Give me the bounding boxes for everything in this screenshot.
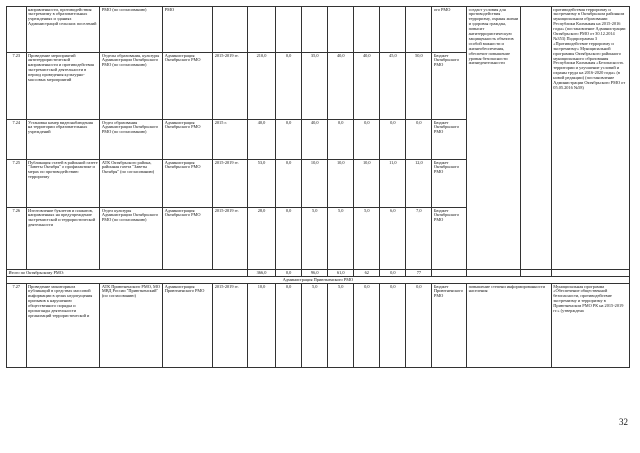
value-total: 10,0 [247,284,275,368]
row-executor: Отдел культуры Администрации Октябрьского РМО (по согласованию) [100,208,163,270]
value-2015: 5,0 [302,208,328,270]
value-2017: 10,0 [354,160,380,208]
row-number: 7.26 [7,208,27,270]
row-coexecutor: Администрация Октябрьского РМО [163,160,213,208]
value-2015: 40,0 [302,120,328,160]
value-2016: 40,0 [328,53,354,120]
row-period: 2015-2019 гг. [213,284,248,368]
value-2018: 6,0 [380,208,406,270]
row-executor: РМО (по согласованию) [100,7,163,53]
value-total: 28,0 [247,208,275,270]
total-row [7,270,630,277]
total-value: 62 [354,270,380,277]
value-2018: 0,0 [380,284,406,368]
row-period: 2015-2019 гг. [213,208,248,270]
row-name: направленности, противодействия экстремизму в образовательных учреждениях и зданиях Администраций сельских поселений [26,7,100,53]
value-2016: 5,0 [328,284,354,368]
row-name: Изготовление буклетов и плакатов, направленных на предупреждение экстремистской и террористической деятельности [26,208,100,270]
row-executor: Отдел образования Администрации Октябрьского РМО (по согласованию) [100,120,163,160]
row-number: 7.25 [7,160,27,208]
value-2014: 0,0 [276,53,302,120]
total-value: 96,0 [302,270,328,277]
value-2019: 0,0 [406,284,432,368]
value-2019: 7,0 [406,208,432,270]
table-row [7,7,630,53]
row-source: Бюджет Октябрьского РМО [432,160,467,208]
value-2019: 0,0 [406,120,432,160]
table-row [7,284,630,368]
value-2014: 0,0 [276,120,302,160]
value-2016: 0,0 [328,120,354,160]
row-source: ого РМО [432,7,467,53]
total-value: 61,0 [328,270,354,277]
row-coexecutor: Администрация Приютненского РМО [163,284,213,368]
value-total: 210,0 [247,53,275,120]
row-name: Установка камер видеонаблюдения на территории образовательных учреждений [26,120,100,160]
total-label: Итого по Октябрьскому РМО: [7,270,248,277]
value-2017: 5,0 [354,208,380,270]
row-program: противодействия терроризму и экстремизму в Октябрьском районном муниципальном образовании Республики Калмыкия на 2015-2016 годы» (постановление Администрации Октябрьского РМО от 30.12.2014 №353) Подпрограмма 3 «Противодействие терроризму и экстремизму» Муниципальной программы Октябрьского районного муниципального образования Республики Калмыкия «Безопасность территории и улучшение условий и охраны труда на 2016-2020 годы» (в новой редакции) (постановление Администрации Октябрьского РМО от 05.05.2016 №58) [551,7,629,270]
value-2018: 45,0 [380,53,406,120]
row-period: 2015 г. [213,120,248,160]
total-value: 366,0 [247,270,275,277]
value-2018: 11,0 [380,160,406,208]
row-name: Проведение мониторинга публикаций в средствах массовой информации в целях недопущения призывов к нарушению общественного порядка и пропаганды деятельности организаций террористической и [26,284,100,368]
row-source: Бюджет Октябрьского РМО [432,53,467,120]
value-2018: 0,0 [380,120,406,160]
value-2014: 0,0 [276,160,302,208]
row-source: Бюджет Приютненского РМО [432,284,467,368]
row-name: Проведение мероприятий антитеррористической направленности и противодействия экстремистской деятельности в период проведения культурно-массовых мероприятий [26,53,100,120]
value-2015: 35,0 [302,53,328,120]
value-2014: 0,0 [276,208,302,270]
row-period: 2015-2019 гг. [213,53,248,120]
row-executor: АТК Октябрьского района, районная газета "Заветы Октября" (по согласованию) [100,160,163,208]
value-2017: 0,0 [354,120,380,160]
row-period: 2015-2019 гг. [213,160,248,208]
row-executor: АТК Приютненского РМО, МО МВД России "Приютненский" (по согласованию) [100,284,163,368]
value-total: 40,0 [247,120,275,160]
value-2014: 0,0 [276,284,302,368]
value-2017: 40,0 [354,53,380,120]
row-program: Муниципальная программа «Обеспечение общественной безопасности, противодействие экстремизму и терроризму в Приютненском РМО РК на 2015-2019 гг.» (утверждена [551,284,629,368]
row-executor: Отделы образования, культуры Администрации Октябрьского РМО (по согласованию) [100,53,163,120]
total-value: 77 [406,270,432,277]
value-2015: 10,0 [302,160,328,208]
value-2016: 10,0 [328,160,354,208]
total-value: 0,0 [380,270,406,277]
value-total: 53,0 [247,160,275,208]
section-title: Администрация Приютненского РМО [7,277,630,284]
value-2017: 0,0 [354,284,380,368]
row-number: 7.24 [7,120,27,160]
row-number: 7.23 [7,53,27,120]
row-name: Публикация статей в районной газете "Заветы Октября" о профилактике и мерах по противодействию терроризму [26,160,100,208]
page-number: 32 [619,417,628,427]
total-value: 0,0 [276,270,302,277]
action-plan-table [6,6,630,368]
row-coexecutor: Администрация Октябрьского РМО [163,120,213,160]
row-coexecutor: РМО [163,7,213,53]
row-coexecutor: Администрация Октябрьского РМО [163,208,213,270]
value-2019: 50,0 [406,53,432,120]
value-2019: 12,0 [406,160,432,208]
value-2016: 5,0 [328,208,354,270]
row-result: повышение степени информированности населения [467,284,552,368]
row-result: создаст условия для противодействия терроризму, охраны жизни и здоровья граждан, повысит антитеррористическую защищенность объектов особой важности и жизнеобеспечения, обеспечит повышение уровня безопасности жизнедеятельности [467,7,521,270]
value-2015: 5,0 [302,284,328,368]
row-source: Бюджет Октябрьского РМО [432,208,467,270]
row-coexecutor: Администрация Октябрьского РМО [163,53,213,120]
row-number: 7.27 [7,284,27,368]
section-row [7,277,630,284]
row-source: Бюджет Октябрьского РМО [432,120,467,160]
